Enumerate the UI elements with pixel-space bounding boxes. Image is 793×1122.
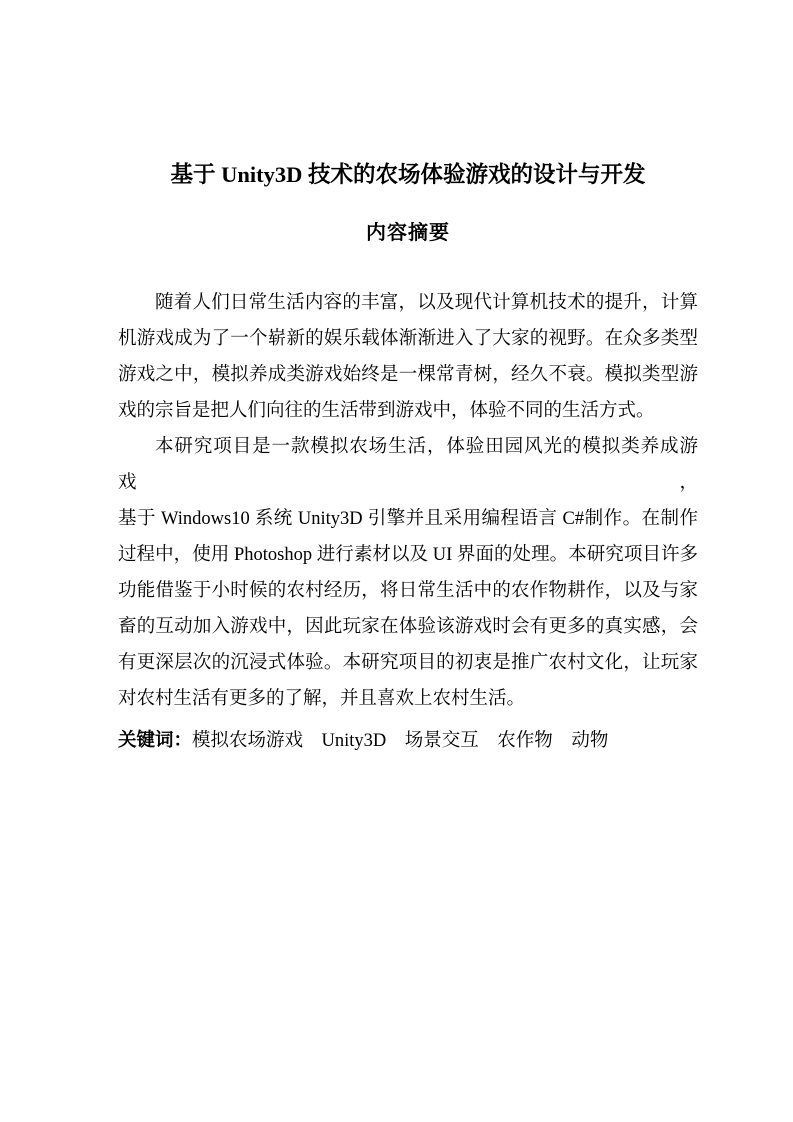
paragraph-line: 畜的互动加入游戏中，因此玩家在体验该游戏时会有更多的真实感，会 bbox=[118, 617, 698, 637]
paragraph-line: 随着人们日常生活内容的丰富，以及现代计算机技术的提升，计算 bbox=[155, 293, 698, 313]
paragraph-line: 有更深层次的沉浸式体验。本研究项目的初衷是推广农村文化，让玩家 bbox=[118, 653, 698, 673]
paragraph-line: 过程中，使用 Photoshop 进行素材以及 UI 界面的处理。本研究项目许多 bbox=[118, 545, 698, 565]
keyword-item: 模拟农场游戏 bbox=[192, 731, 304, 751]
paragraph-line: 机游戏成为了一个崭新的娱乐载体渐渐进入了大家的视野。在众多类型 bbox=[118, 329, 698, 349]
abstract-heading: 内容摘要 bbox=[366, 222, 450, 244]
paragraph-line: 功能借鉴于小时候的农村经历，将日常生活中的农作物耕作，以及与家 bbox=[118, 581, 698, 601]
keyword-item: 动物 bbox=[571, 731, 609, 751]
keyword-item: Unity3D bbox=[321, 731, 387, 751]
paragraph-line: 基于 Windows10 系统 Unity3D 引擎并且采用编程语言 C#制作。在制作 bbox=[118, 509, 698, 529]
abstract-body bbox=[118, 285, 698, 717]
paragraph-line: 戏的宗旨是把人们向往的生活带到游戏中，体验不同的生活方式。 bbox=[118, 401, 655, 421]
abstract-paragraph-2 bbox=[118, 429, 698, 717]
paragraph-line: 游戏之中，模拟养成类游戏始终是一棵常青树，经久不衰。模拟类型游 bbox=[118, 365, 698, 385]
keyword-item: 场景交互 bbox=[404, 731, 479, 751]
paragraph-line: 对农村生活有更多的了解，并且喜欢上农村生活。 bbox=[118, 689, 526, 709]
keywords-label: 关键词： bbox=[118, 729, 193, 750]
document-title: 基于 Unity3D 技术的农场体验游戏的设计与开发 bbox=[170, 162, 646, 187]
abstract-paragraph-1 bbox=[118, 285, 698, 429]
paragraph-line: 本研究项目是一款模拟农场生活，体验田园风光的模拟类养成游戏， bbox=[118, 437, 698, 493]
keywords-line bbox=[118, 722, 698, 759]
keyword-item: 农作物 bbox=[497, 731, 553, 751]
